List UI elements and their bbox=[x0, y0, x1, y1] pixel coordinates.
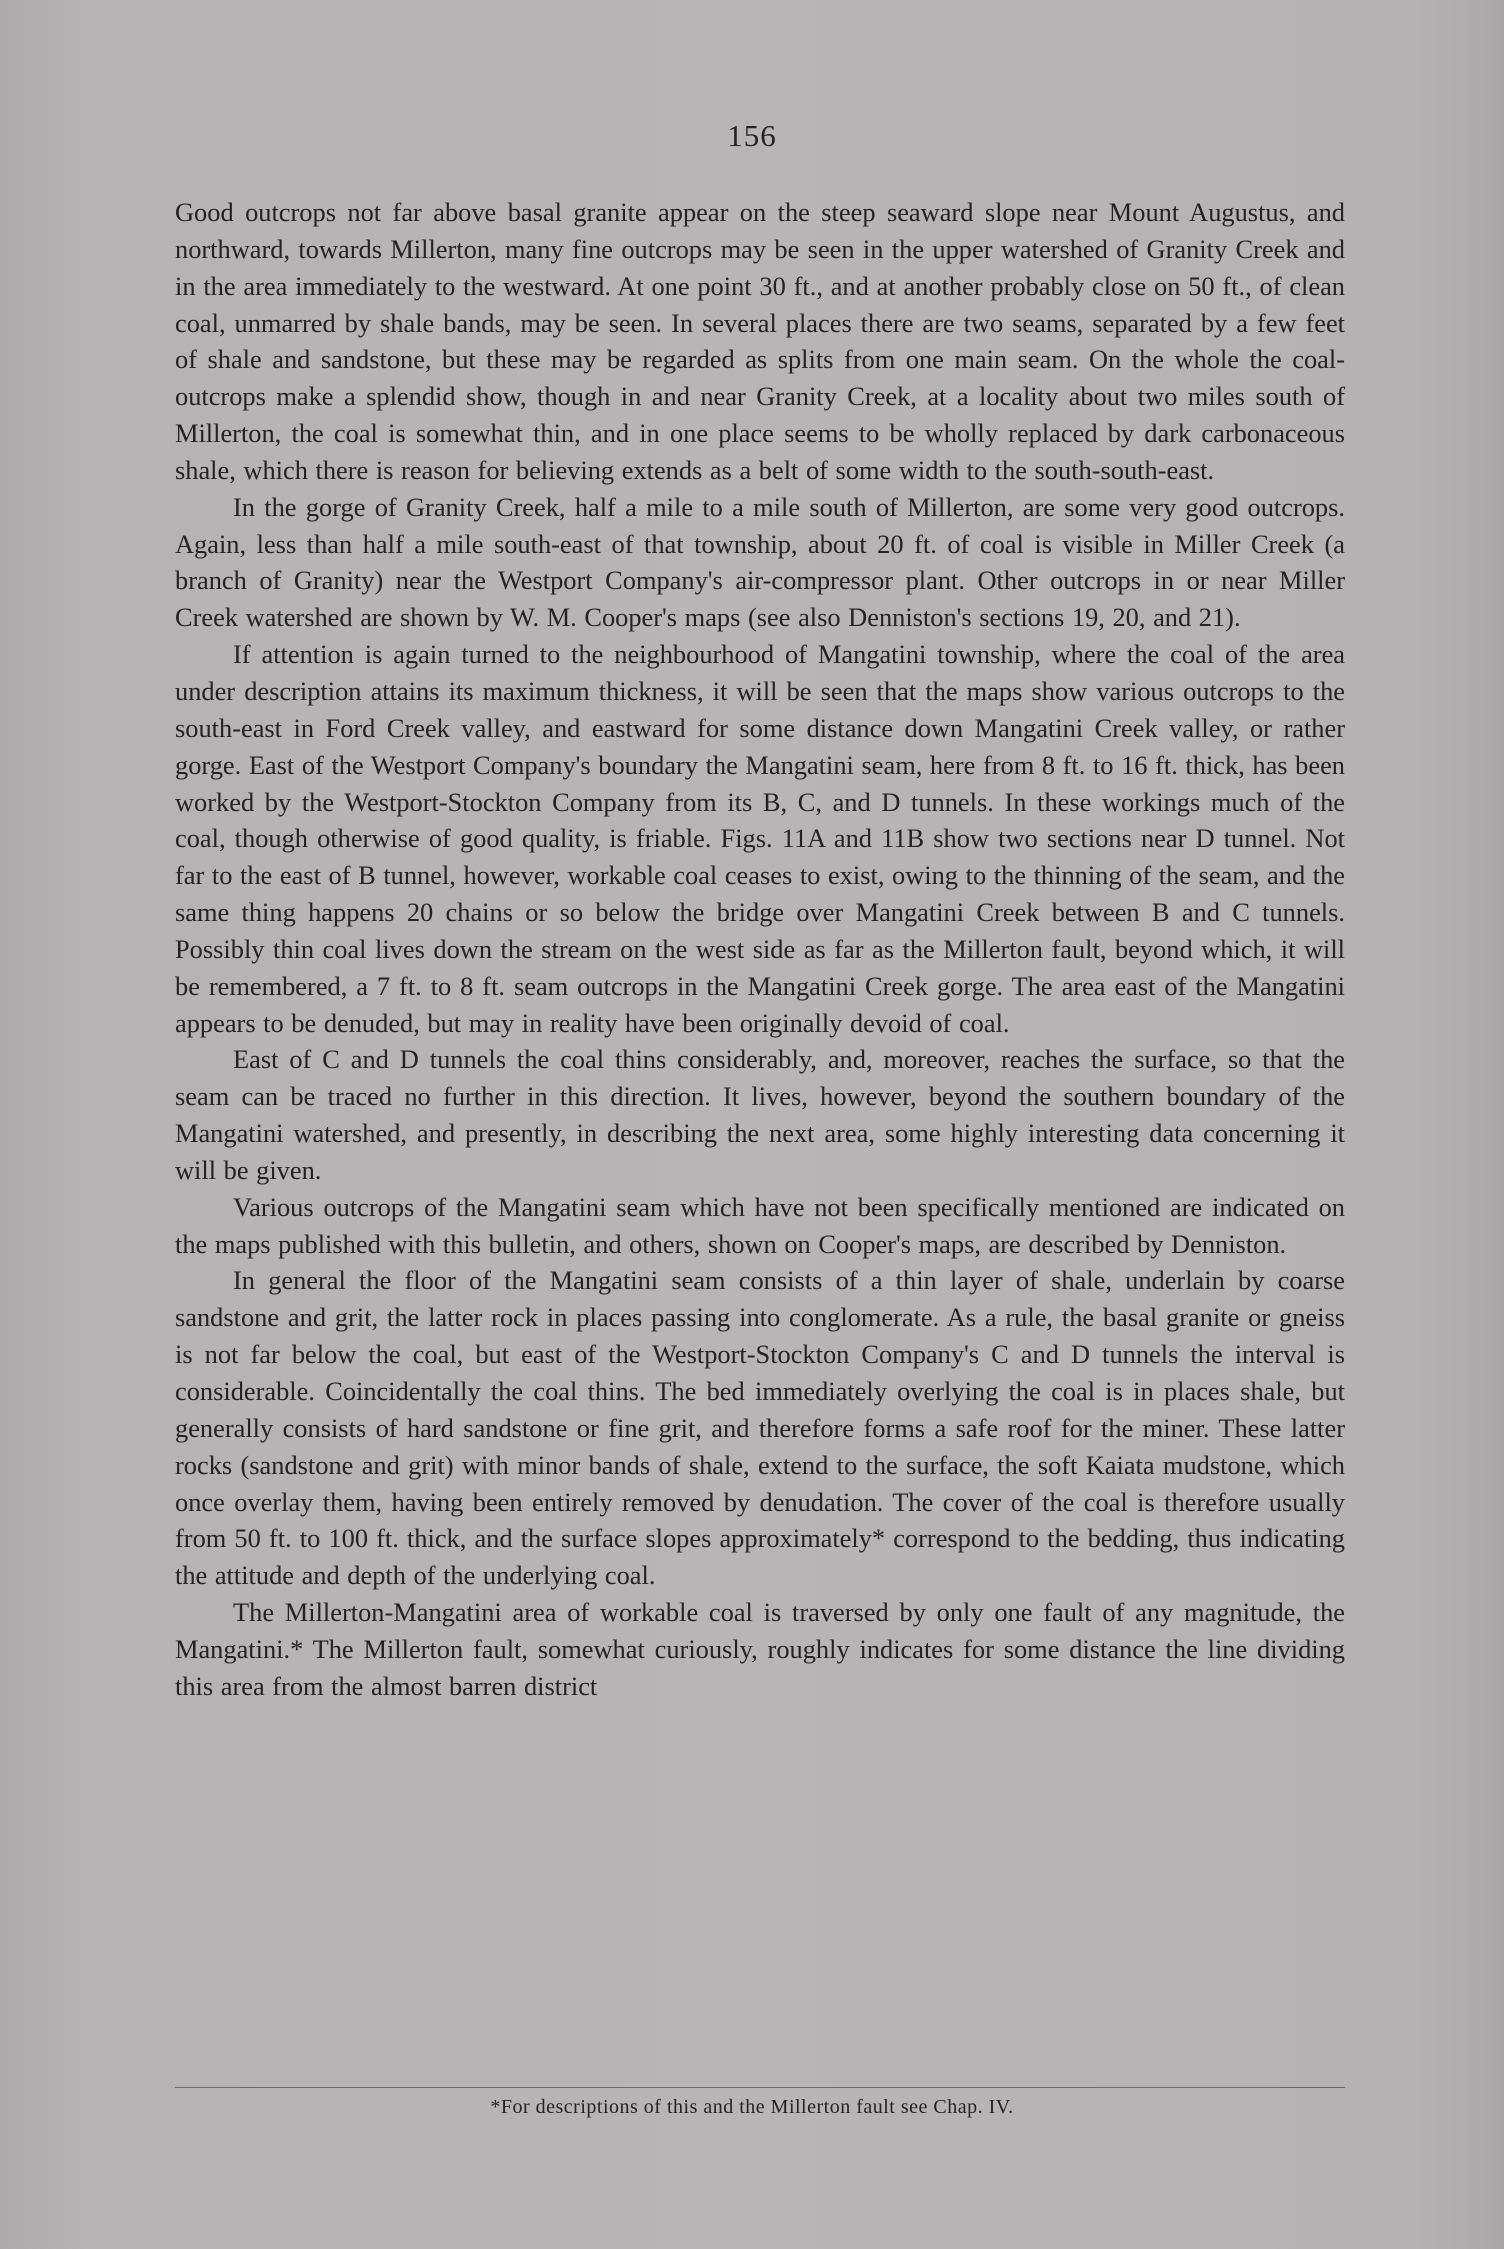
paragraph: In general the floor of the Mangatini seam consists of a thin layer of shale, underlain by coarse sandstone and grit, the latter rock in places passing into conglomerate. As a rule, the basal granite or gneiss is not far below the coal, but east of the Westport-Stockton Company's C and D tunnels the interval is considerable. Coincidentally the coal thins. The bed immediately overlying the coal is in places shale, but generally consists of hard sandstone or fine grit, and therefore forms a safe roof for the miner. These latter rocks (sandstone and grit) with minor bands of shale, extend to the surface, the soft Kaiata mudstone, which once overlay them, having been entirely removed by denudation. The cover of the coal is therefore usually from 50 ft. to 100 ft. thick, and the surface slopes approximately* correspond to the bedding, thus indicating the attitude and depth of the underlying coal. bbox=[175, 1265, 1345, 1591]
paragraph: The Millerton-Mangatini area of workable coal is traversed by only one fault of any magnitude, the Mangatini.* The Millerton fault, somewhat curiously, roughly indicates for some distance the line dividing this area from the almost barren district bbox=[175, 1597, 1345, 1701]
paragraph: Various outcrops of the Mangatini seam which have not been specifically mentioned are indicated on the maps published with this bulletin, and others, shown on Cooper's maps, are described by Denniston. bbox=[175, 1191, 1345, 1259]
paragraph: If attention is again turned to the neighbourhood of Mangatini township, where the coal of the area under description attains its maximum thickness, it will be seen that the maps show various outcrops to the south-east in Ford Creek valley, and eastward for some distance down Mangatini Creek valley, or rather gorge. East of the Westport Company's boundary the Mangatini seam, here from 8 ft. to 16 ft. thick, has been worked by the Westport-Stockton Company from its B, C, and D tunnels. In these workings much of the coal, though otherwise of good quality, is friable. Figs. 11A and 11B show two sections near D tunnel. Not far to the east of B tunnel, however, workable coal ceases to exist, owing to the thinning of the seam, and the same thing happens 20 chains or so below the bridge over Mangatini Creek between B and C tunnels. Possibly thin coal lives down the stream on the west side as far as the Millerton fault, beyond which, it will be remembered, a 7 ft. to 8 ft. seam outcrops in the Mangatini Creek gorge. The area east of the Mangatini appears to be denuded, but may in reality have been originally devoid of coal. bbox=[175, 639, 1345, 1038]
body-text bbox=[175, 194, 1345, 1705]
paragraph: Good outcrops not far above basal granite appear on the steep seaward slope near Mount Augustus, and northward, towards Millerton, many fine outcrops may be seen in the upper watershed of Granity Creek and in the area immediately to the westward. At one point 30 ft., and at another probably close on 50 ft., of clean coal, unmarred by shale bands, may be seen. In several places there are two seams, separated by a few feet of shale and sandstone, but these may be regarded as splits from one main seam. On the whole the coal-outcrops make a splendid show, though in and near Granity Creek, at a locality about two miles south of Millerton, the coal is somewhat thin, and in one place seems to be wholly replaced by dark carbonaceous shale, which there is reason for believing extends as a belt of some width to the south-south-east. bbox=[175, 197, 1345, 485]
footnote-divider bbox=[175, 2087, 1345, 2088]
page-number: 156 bbox=[727, 118, 777, 153]
paragraph: In the gorge of Granity Creek, half a mile to a mile south of Millerton, are some very good outcrops. Again, less than half a mile south-east of that township, about 20 ft. of coal is visible in Miller Creek (a branch of Granity) near the Westport Company's air-compressor plant. Other outcrops in or near Miller Creek watershed are shown by W. M. Cooper's maps (see also Denniston's sections 19, 20, and 21). bbox=[175, 491, 1345, 633]
footnote: *For descriptions of this and the Millerton fault see Chap. IV. bbox=[490, 2096, 1014, 2118]
paragraph: East of C and D tunnels the coal thins considerably, and, moreover, reaches the surface, so that the seam can be traced no further in this direction. It lives, however, beyond the southern boundary of the Mangatini watershed, and presently, in describing the next area, some highly interesting data concerning it will be given. bbox=[175, 1044, 1345, 1185]
